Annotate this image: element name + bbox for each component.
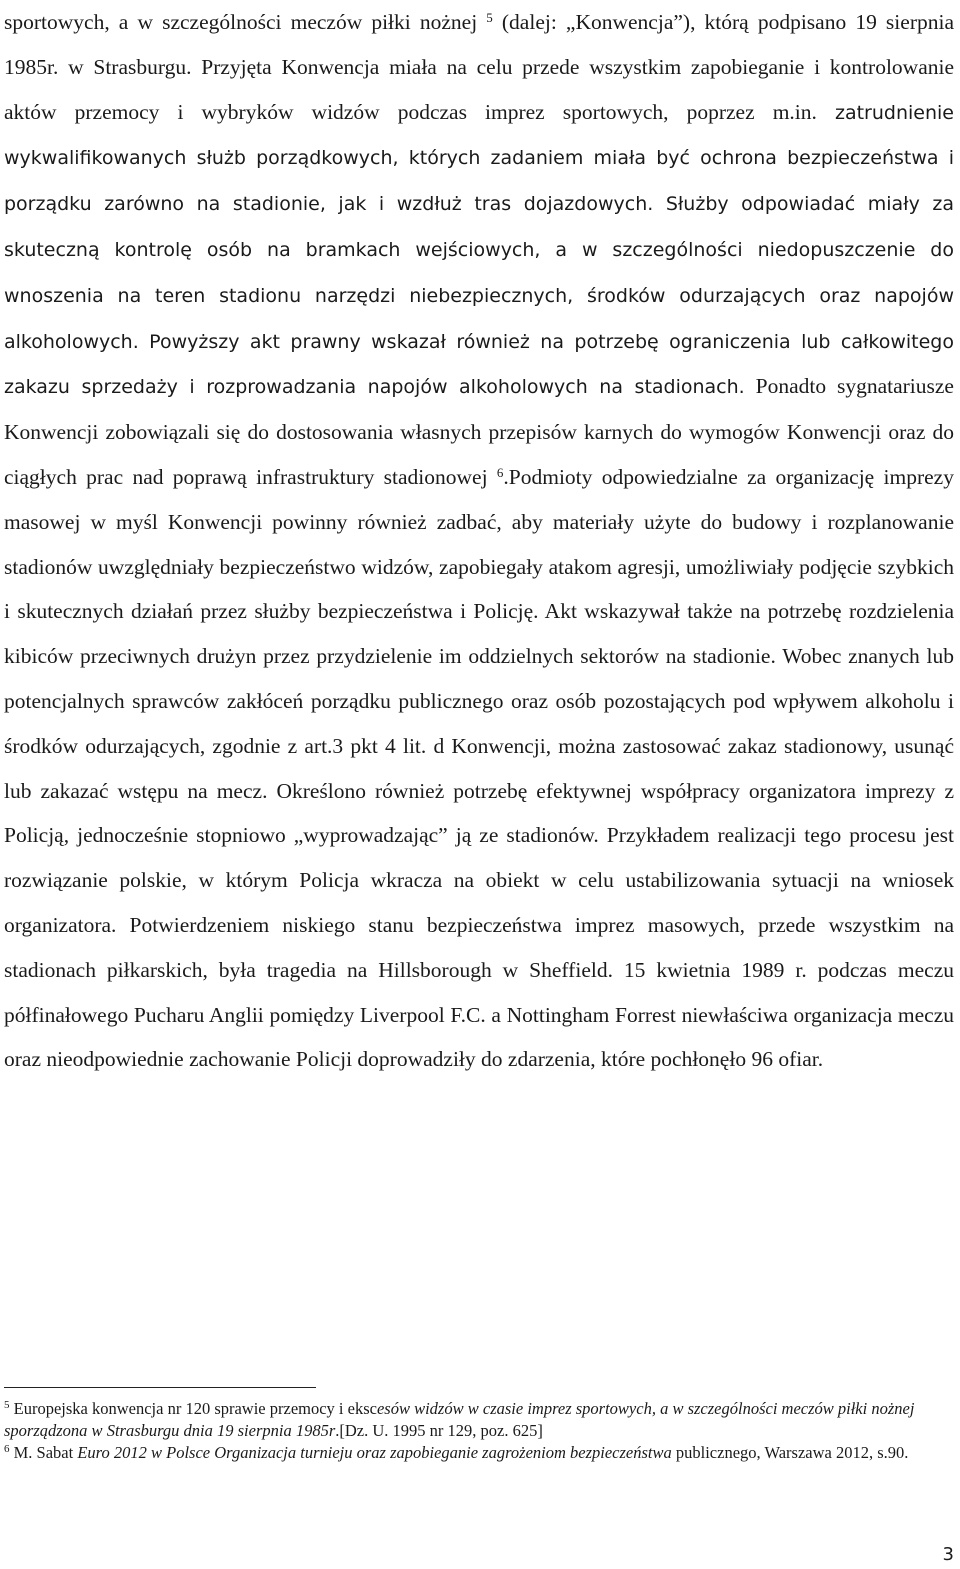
footnote-text: Europejska konwencja nr 120 sprawie przemocy i eksc	[9, 1399, 377, 1418]
footnote-number: 5	[4, 1399, 10, 1411]
document-page	[4, 0, 954, 1082]
body-text-part: Ponadto sygnatariusze Konwencji zobowiązali się do dostosowania własnych przepisów karnych do wymogów Konwencji oraz do ciągłych prac nad poprawą infrastruktury stadionowej	[4, 374, 954, 489]
footnote-text: publicznego, Warszawa 2012, s.90.	[671, 1443, 909, 1462]
footnote-number: 6	[4, 1443, 10, 1455]
footnote-5	[4, 1398, 954, 1442]
footnote-text-italic: esów widzów w czasie imprez sportowych, a w szczególności meczów piłki nożnej sporządzona w Strasburgu dnia 19 sierpnia 1985r	[4, 1399, 915, 1440]
footnote-separator	[4, 1387, 316, 1388]
footnote-ref-5[interactable]: 5	[486, 10, 493, 25]
footnote-text: .[Dz. U. 1995 nr 129, poz. 625]	[335, 1421, 543, 1440]
footnote-6	[4, 1442, 954, 1464]
footnote-text-italic: Euro 2012 w Polsce Organizacja turnieju oraz zapobieganie zagrożeniom bezpieczeństwa	[77, 1443, 672, 1462]
footnote-ref-6[interactable]: 6	[496, 464, 504, 480]
body-paragraph	[4, 0, 954, 1082]
footnotes	[4, 1398, 954, 1464]
body-text-part: .Podmioty odpowiedzialne za organizację imprezy masowej w myśl Konwencji powinny również zadbać, aby materiały użyte do budowy i rozplanowanie stadionów uwzględniały bezpieczeństwo widzów, zapobiegały atakom agresji, umożliwiały podjęcie szybkich i skutecznych działań przez służby bezpieczeństwa i Policję. Akt wskazywał także na potrzebę rozdzielenia kibiców przeciwnych drużyn przez przydzielenie im oddzielnych sektorów na stadionie. Wobec znanych lub potencjalnych sprawców zakłóceń porządku publicznego oraz osób pozostających pod wpływem alkoholu i środków odurzających, zgodnie z art.3 pkt 4 lit. d Konwencji, można zastosować zakaz stadionowy, usunąć lub zakazać wstępu na mecz. Określono również potrzebę efektywnej współpracy organizatora imprezy z Policją, jednocześnie stopniowo „wyprowadzając” ją ze stadionów. Przykładem realizacji tego procesu jest rozwiązanie polskie, w którym Policja wkracza na obiekt w celu ustabilizowania sytuacji na wniosek organizatora. Potwierdzeniem niskiego stanu bezpieczeństwa imprez masowych, przede wszystkim na stadionach piłkarskich, była tragedia na Hillsborough w Sheffield. 15 kwietnia 1989 r. podczas meczu półfinałowego Pucharu Anglii pomiędzy Liverpool F.C. a Nottingham Forrest niewłaściwa organizacja meczu oraz nieodpowiednie zachowanie Policji doprowadziły do zdarzenia, które pochłonęło 96 ofiar.	[4, 464, 954, 1072]
body-text-part-sans: zatrudnienie wykwalifikowanych służb porządkowych, których zadaniem miała być ochrona bezpieczeństwa i porządku zarówno na stadionie, jak i wzdłuż tras dojazdowych. Służby odpowiadać miały za skuteczną kontrolę osób na bramkach wejściowych, a w szczególności niedopuszczenie do wnoszenia na teren stadionu narzędzi niebezpiecznych, środków odurzających oraz napojów alkoholowych. Powyższy akt prawny wskazał również na potrzebę ograniczenia lub całkowitego zakazu sprzedaży i rozprowadzania napojów alkoholowych na stadionach.	[4, 101, 954, 399]
footnote-text: M. Sabat	[9, 1443, 78, 1462]
body-text-part: (dalej: „Konwencja”), którą podpisano 19 sierpnia 1985r. w Strasburgu. Przyjęta Konwencja miała na celu przede wszystkim zapobieganie i kontrolowanie aktów przemocy i wybryków widzów podczas imprez sportowych, poprzez m.in.	[4, 10, 954, 124]
page-number: 3	[942, 1544, 954, 1565]
body-text-part: sportowych, a w szczególności meczów piłki nożnej	[4, 10, 487, 34]
